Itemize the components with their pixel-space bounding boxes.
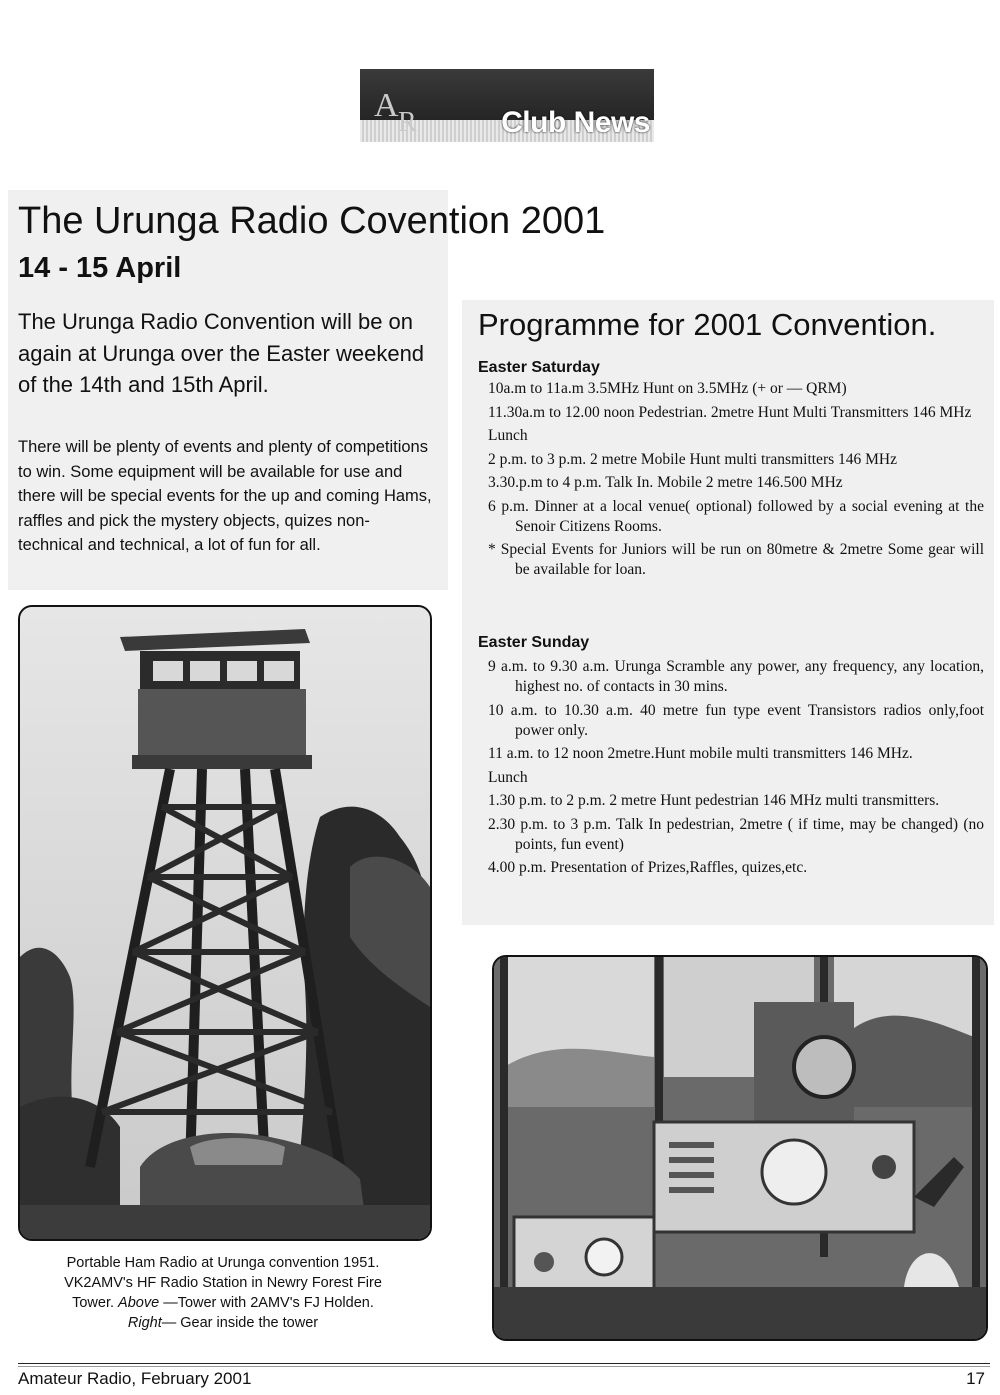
event-item: Lunch <box>488 427 528 444</box>
programme-title: Programme for 2001 Convention. <box>478 307 937 342</box>
event-item: 6 p.m. Dinner at a local venue( optional) followed by a social evening at the Senoir Citizens Rooms. <box>488 497 984 535</box>
section-label: Club News <box>501 106 650 139</box>
caption-line-3-rest: —Tower with 2AMV's FJ Holden. <box>159 1295 374 1311</box>
event-item: 11 a.m. to 12 noon 2metre.Hunt mobile multi transmitters 146 MHz. <box>488 745 913 762</box>
logo-letter-a: A <box>374 87 399 124</box>
event-item: 2 p.m. to 3 p.m. 2 metre Mobile Hunt multi transmitters 146 MHz <box>488 450 897 468</box>
saturday-heading: Easter Saturday <box>478 359 600 376</box>
caption-line-2: VK2AMV's HF Radio Station in Newry Forest Fire <box>64 1275 382 1291</box>
sunday-heading: Easter Sunday <box>478 634 590 651</box>
sunday-events <box>488 657 984 882</box>
event-item: 1.30 p.m. to 2 p.m. 2 metre Hunt pedestrian 146 MHz multi transmitters. <box>488 792 940 809</box>
event-item: 9 a.m. to 9.30 a.m. Urunga Scramble any power, any frequency, any location, highest no. of contacts in 30 mins. <box>488 658 984 695</box>
radio-gear-photo <box>492 955 988 1341</box>
caption-above: Above <box>118 1295 160 1311</box>
caption-line-4-rest: — Gear inside the tower <box>161 1315 319 1331</box>
event-item: Lunch <box>488 768 528 786</box>
tower-photo <box>18 605 432 1241</box>
event-item: 10 a.m. to 10.30 a.m. 40 metre fun type event Transistors radios only,foot power only. <box>488 701 984 739</box>
footer-rule <box>18 1363 990 1364</box>
event-item: 11.30a.m to 12.00 noon Pedestrian. 2metre Hunt Multi Transmitters 146 MHz <box>488 403 972 421</box>
ar-logo <box>370 83 430 139</box>
logo-letter-r: R <box>398 107 417 138</box>
article-title: The Urunga Radio Covention 2001 <box>18 200 606 242</box>
footer-rule-secondary <box>18 1366 990 1367</box>
event-item: 4.00 p.m. Presentation of Prizes,Raffles, quizes,etc. <box>488 859 808 876</box>
page-number: 17 <box>966 1369 985 1388</box>
article-body: There will be plenty of events and plenty of competitions to win. Some equipment will be available for use and there will be special events for the up and coming Hams, raffles and pick the mystery objects, quizes non-technical and technical, a lot of fun for all. <box>18 438 432 554</box>
article-lead: The Urunga Radio Convention will be on again at Urunga over the Easter weekend of the 14th and 15th April. <box>18 309 425 397</box>
caption-right: Right <box>127 1315 162 1331</box>
event-item: * Special Events for Juniors will be run on 80metre & 2metre Some gear will be available for loan. <box>488 541 984 578</box>
photo-caption <box>18 1253 428 1333</box>
event-item: 2.30 p.m. to 3 p.m. Talk In pedestrian, 2metre ( if time, may be changed) (no points, fun event) <box>488 815 984 853</box>
caption-line-3: Tower. <box>72 1295 119 1311</box>
caption-line-1: Portable Ham Radio at Urunga convention 1951. <box>66 1255 380 1271</box>
section-banner <box>360 69 654 142</box>
event-item: 10a.m to 11a.m 3.5MHz Hunt on 3.5MHz (+ or — QRM) <box>488 380 847 397</box>
article-subtitle: 14 - 15 April <box>18 252 182 284</box>
event-item: 3.30.p.m to 4 p.m. Talk In. Mobile 2 metre 146.500 MHz <box>488 474 843 491</box>
footer-publication: Amateur Radio, February 2001 <box>18 1369 252 1388</box>
saturday-events <box>488 379 984 584</box>
